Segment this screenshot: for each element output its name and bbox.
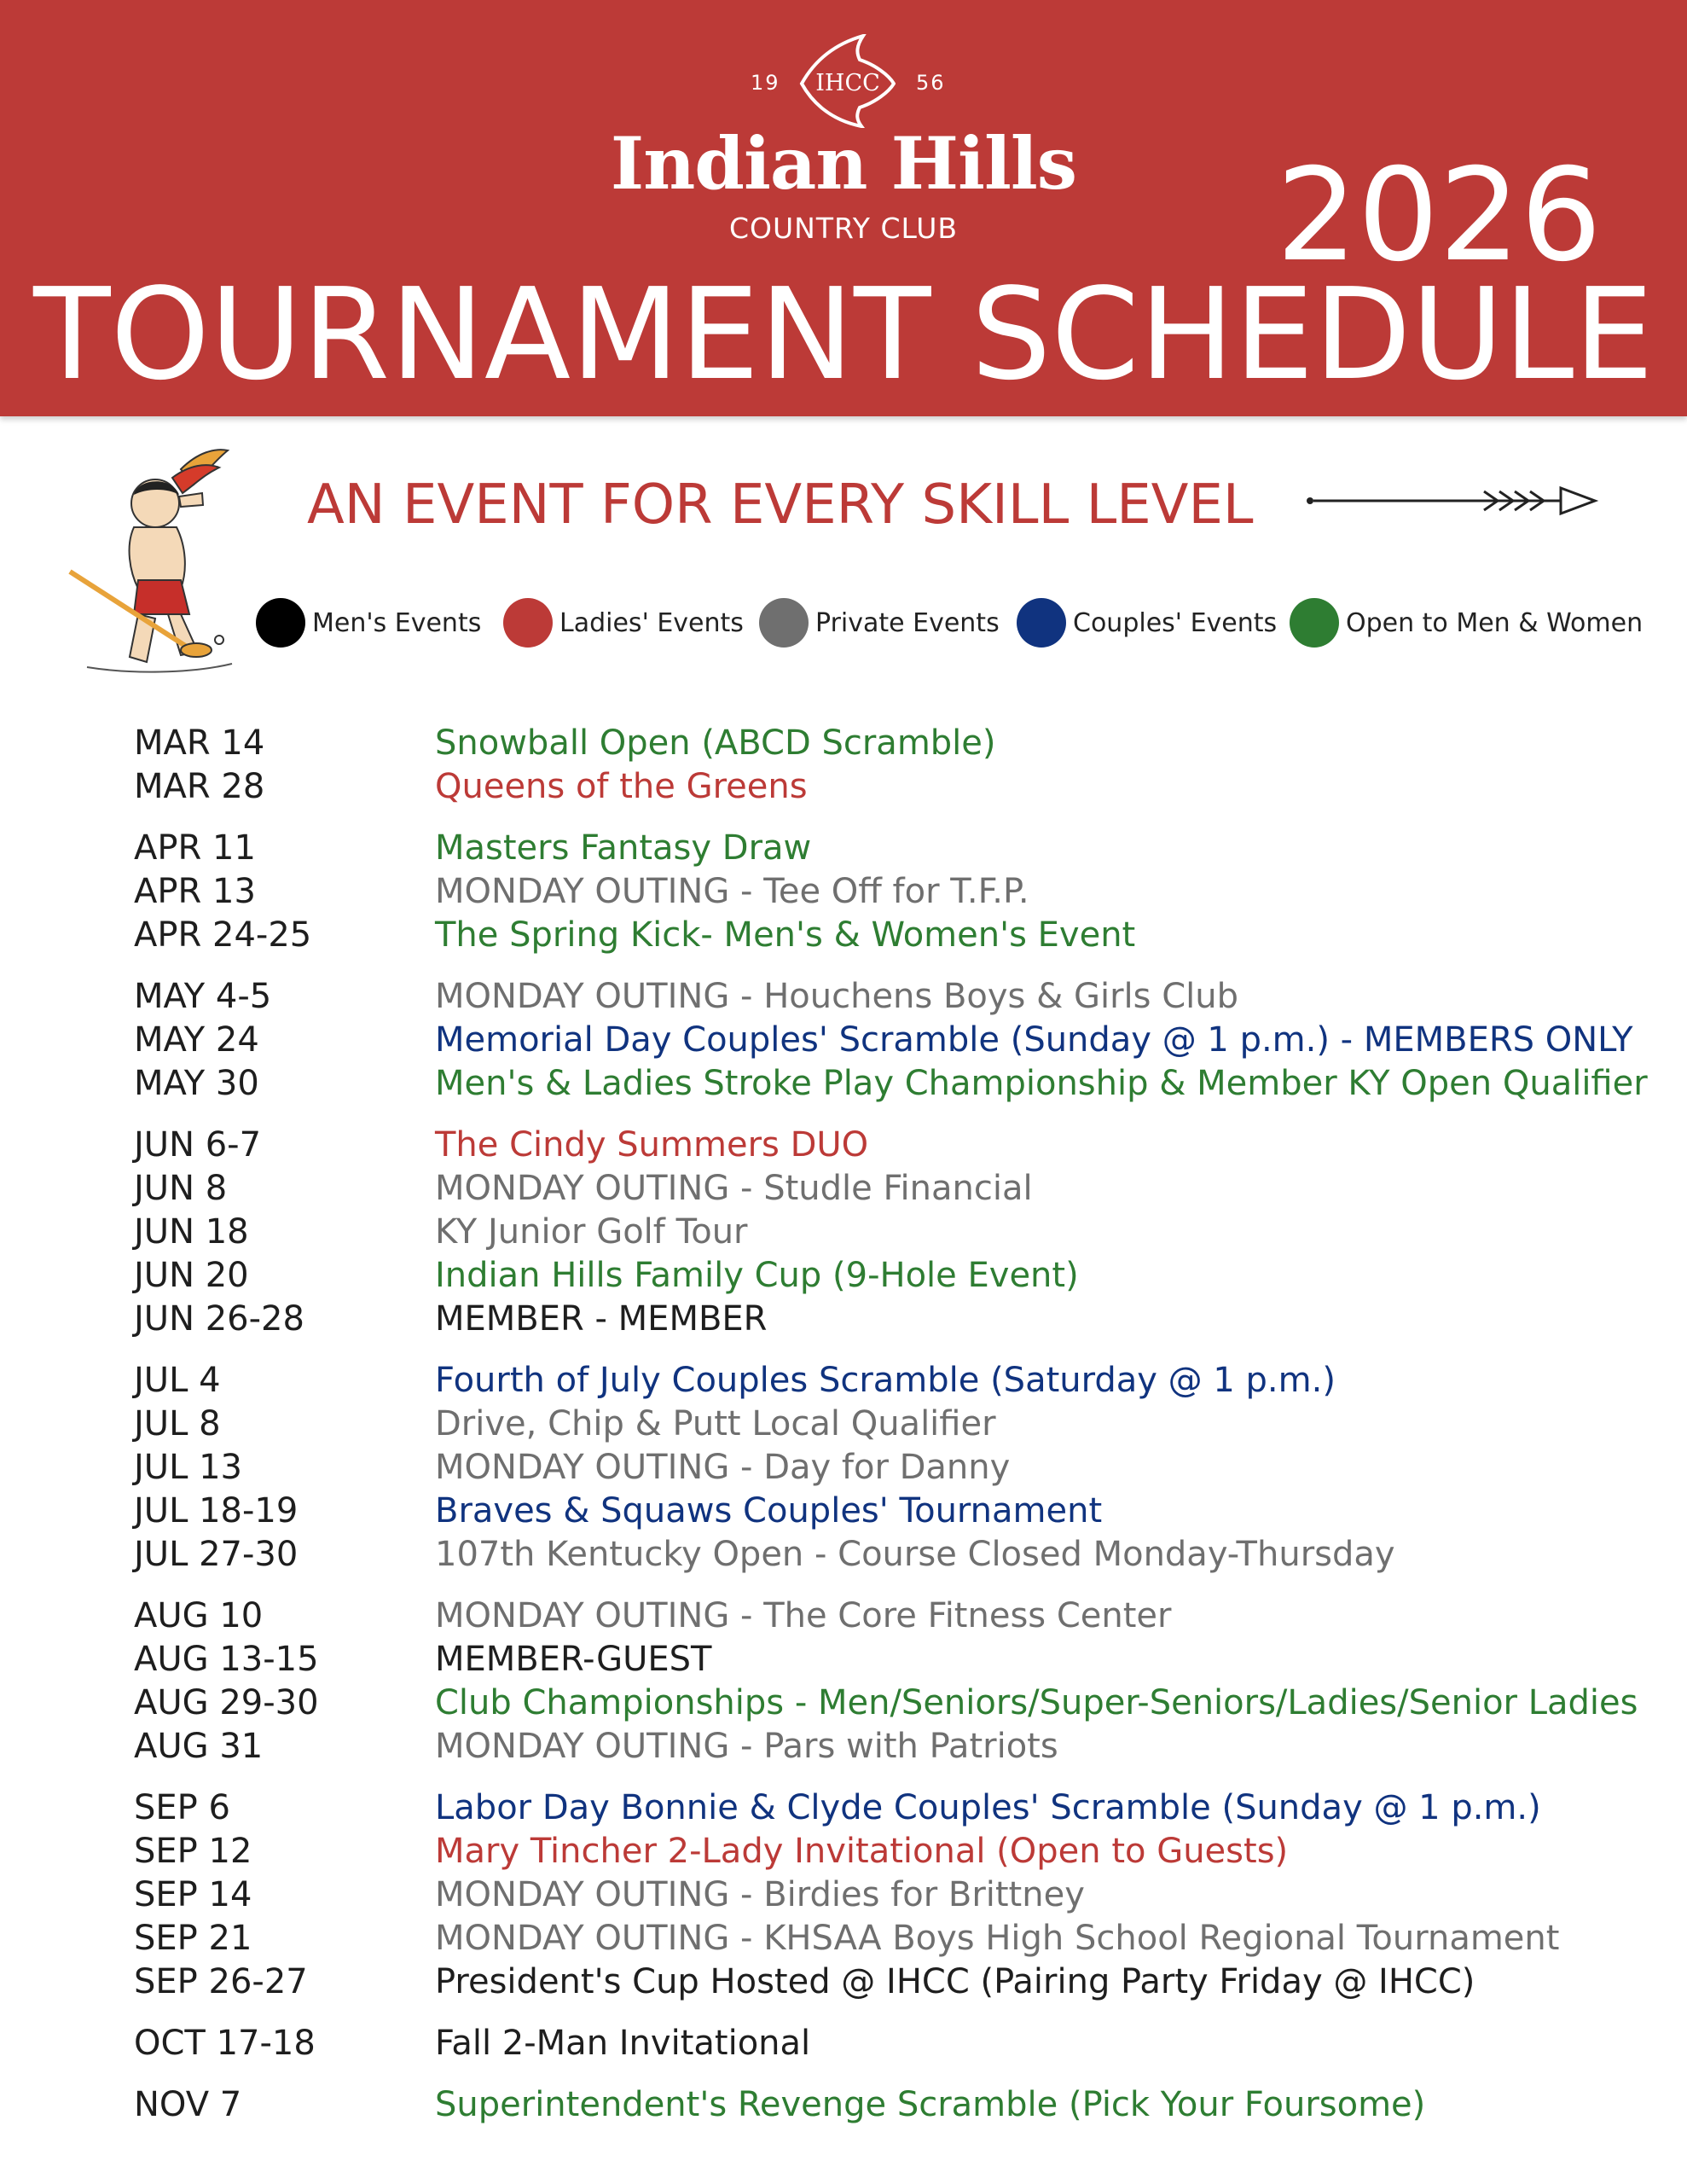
schedule-year: 2026 [1276,142,1602,290]
event-name: MONDAY OUTING - The Core Fitness Center [435,1596,1172,1635]
event-name: MEMBER - MEMBER [435,1299,768,1339]
event-date: NOV 7 [134,2085,242,2124]
event-name: MONDAY OUTING - KHSAA Boys High School Regional Tournament [435,1919,1560,1958]
event-date: JUN 18 [134,1212,249,1252]
event-name: MONDAY OUTING - Tee Off for T.F.P. [435,872,1029,911]
event-name: 107th Kentucky Open - Course Closed Monday-Thursday [435,1535,1395,1574]
event-name: The Spring Kick- Men's & Women's Event [435,915,1136,955]
event-name: Drive, Chip & Putt Local Qualifier [435,1404,996,1443]
event-name: MONDAY OUTING - Day for Danny [435,1448,1011,1487]
club-subtitle: COUNTRY CLUB [728,212,959,245]
event-date: AUG 10 [134,1596,264,1635]
event-date: SEP 26-27 [134,1962,308,2001]
arrowhead-logo-icon [793,34,896,128]
event-date: MAY 4-5 [134,977,272,1016]
event-date: JUL 18-19 [134,1491,299,1531]
event-date: MAY 30 [134,1064,259,1103]
event-name: MONDAY OUTING - Birdies for Brittney [435,1875,1085,1914]
legend-label: Private Events [815,607,1000,638]
legend-label: Couples' Events [1073,607,1278,638]
event-name: MONDAY OUTING - Studle Financial [435,1169,1033,1208]
arrow-icon [1305,479,1603,522]
founded-year-left: 19 [751,71,780,95]
event-name: Fourth of July Couples Scramble (Saturday @ 1 p.m.) [435,1361,1336,1400]
legend-dot-icon [503,598,553,648]
event-name: MEMBER-GUEST [435,1640,712,1679]
event-date: APR 11 [134,828,256,868]
event-name: MONDAY OUTING - Houchens Boys & Girls Club [435,977,1239,1016]
event-name: Men's & Ladies Stroke Play Championship & Member KY Open Qualifier [435,1064,1648,1103]
logo-monogram: IHCC [815,70,880,96]
event-name: Queens of the Greens [435,767,808,806]
event-date: JUL 4 [134,1361,221,1400]
event-name: The Cindy Summers DUO [435,1125,869,1165]
event-date: JUL 13 [134,1448,242,1487]
event-date: SEP 14 [134,1875,252,1914]
legend-dot-icon [1290,598,1339,648]
mascot-golfer-illustration [53,444,249,682]
event-name: KY Junior Golf Tour [435,1212,748,1252]
event-name: President's Cup Hosted @ IHCC (Pairing Party Friday @ IHCC) [435,1962,1475,2001]
event-name: MONDAY OUTING - Pars with Patriots [435,1727,1058,1766]
page-title: TOURNAMENT SCHEDULE [33,261,1654,408]
event-name: Braves & Squaws Couples' Tournament [435,1491,1103,1531]
legend-label: Ladies' Events [559,607,744,638]
event-date: AUG 31 [134,1727,264,1766]
event-date: JUN 20 [134,1256,249,1295]
legend-item [1017,597,1277,648]
event-name: Mary Tincher 2-Lady Invitational (Open to Guests) [435,1832,1289,1871]
event-date: JUL 8 [134,1404,221,1443]
header-banner [0,0,1687,416]
event-name: Indian Hills Family Cup (9-Hole Event) [435,1256,1079,1295]
event-date: MAY 24 [134,1020,259,1060]
event-name: Superintendent's Revenge Scramble (Pick Your Foursome) [435,2085,1426,2124]
legend-dot-icon [1017,598,1066,648]
event-date: MAR 14 [134,723,265,763]
legend-item [256,597,481,648]
event-date: AUG 29-30 [134,1683,319,1722]
event-date: JUN 26-28 [134,1299,304,1339]
event-date: JUL 27-30 [134,1535,299,1574]
event-date: MAR 28 [134,767,265,806]
event-date: APR 13 [134,872,256,911]
event-name: Memorial Day Couples' Scramble (Sunday @ 1 p.m.) - MEMBERS ONLY [435,1020,1633,1060]
founded-year-right: 56 [916,71,946,95]
event-date: JUN 6-7 [134,1125,262,1165]
event-date: AUG 13-15 [134,1640,319,1679]
legend-dot-icon [759,598,809,648]
event-name: Labor Day Bonnie & Clyde Couples' Scramble (Sunday @ 1 p.m.) [435,1788,1541,1827]
event-name: Club Championships - Men/Seniors/Super-Seniors/Ladies/Senior Ladies [435,1683,1638,1722]
event-name: Fall 2-Man Invitational [435,2024,811,2063]
event-date: SEP 21 [134,1919,252,1958]
event-date: SEP 12 [134,1832,252,1871]
legend-item [759,597,1000,648]
club-name: Indian Hills [610,121,1077,206]
event-name: Snowball Open (ABCD Scramble) [435,723,996,763]
color-legend [256,597,1672,648]
legend-item [1290,597,1643,648]
tagline: AN EVENT FOR EVERY SKILL LEVEL [307,473,1254,537]
event-date: APR 24-25 [134,915,312,955]
legend-label: Open to Men & Women [1346,607,1644,638]
legend-dot-icon [256,598,305,648]
legend-label: Men's Events [312,607,482,638]
event-date: OCT 17-18 [134,2024,316,2063]
event-date: SEP 6 [134,1788,230,1827]
event-date: JUN 8 [134,1169,228,1208]
legend-item [503,597,744,648]
event-name: Masters Fantasy Draw [435,828,812,868]
